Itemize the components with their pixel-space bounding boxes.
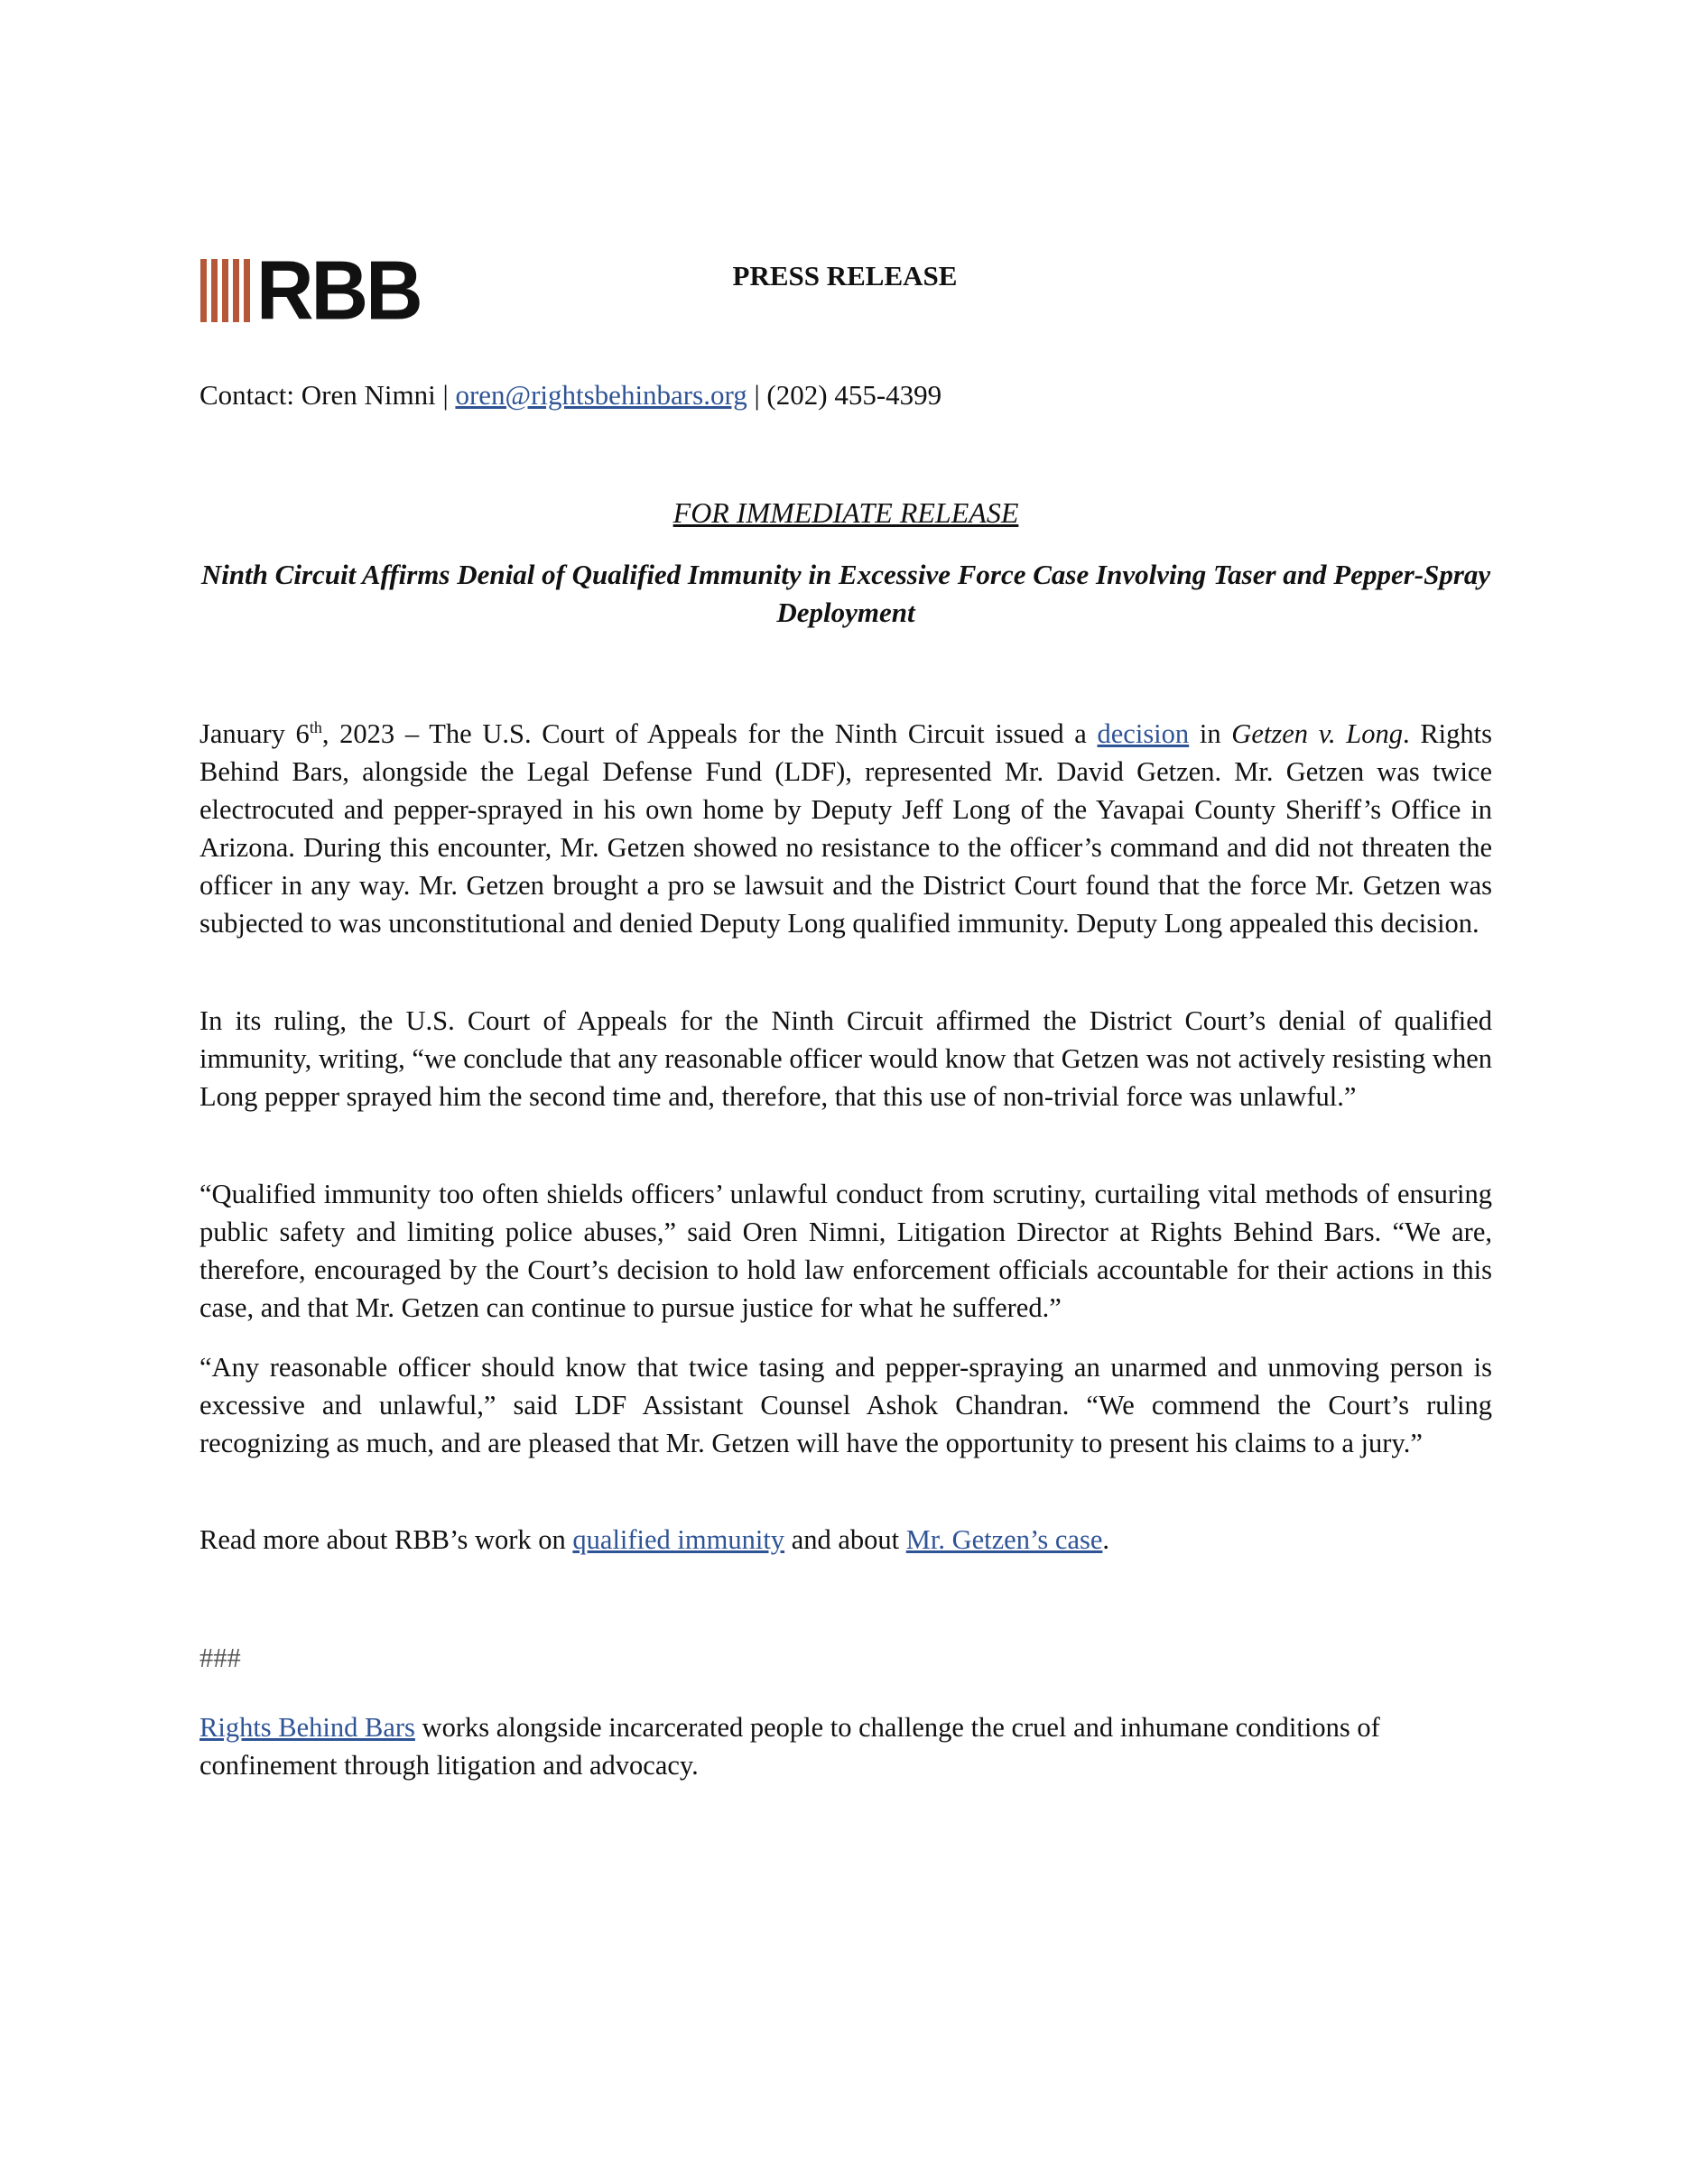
email-link[interactable]: oren@rightsbehinbars.org (455, 379, 747, 411)
headline: Ninth Circuit Affirms Denial of Qualified Immunity in Excessive Force Case Involving Taser and Pepper-Spray Deployment (200, 559, 1491, 628)
logo-bar (222, 259, 228, 322)
page-title: PRESS RELEASE (732, 260, 958, 292)
paragraph-1 (199, 715, 1492, 942)
date-suffix: th (309, 717, 322, 736)
text: Read more about RBB’s work on (199, 1524, 573, 1555)
paragraph-4: “Any reasonable officer should know that twice tasing and pepper-spraying an unarmed and unmoving person is excessive and unlawful,” said LDF Assistant Counsel Ashok Chandran. “We commend the Court’s ruling recognizing as much, and are pleased that Mr. Getzen will have the opportunity to present his claims to a jury.” (199, 1352, 1492, 1458)
logo-bar (211, 259, 218, 322)
rbb-logo (200, 243, 421, 338)
text: and about (784, 1524, 906, 1555)
logo-bar (244, 259, 250, 322)
case-link[interactable]: Mr. Getzen’s case (905, 1524, 1103, 1555)
release-label: FOR IMMEDIATE RELEASE (672, 496, 1019, 529)
logo-bar (233, 259, 239, 322)
case-name: Getzen v. Long (1231, 718, 1403, 749)
text: . Rights Behind Bars, alongside the Legal Defense Fund (LDF), represented Mr. David Getzen. Mr. Getzen was twice electrocuted and pepper-sprayed in his own home by Deputy Jeff Long of the Yavapai County Sheriff’s Office in Arizona. During this encounter, Mr. Getzen showed no resistance to the officer’s command and did not threaten the officer in any way. Mr. Getzen brought a pro se lawsuit and the District Court found that the force Mr. Getzen was subjected to was unconstitutional and denied Deputy Long qualified immunity. Deputy Long appealed this decision. (199, 718, 1492, 939)
contact-phone: | (202) 455-4399 (747, 379, 942, 411)
decision-link[interactable]: decision (1097, 718, 1190, 749)
text: works alongside incarcerated people to challenge the cruel and inhumane conditions of confinement through litigation and advocacy. (199, 1712, 1380, 1781)
date: January 6 (199, 718, 310, 749)
footer-boilerplate (199, 1708, 1492, 1784)
logo-bar (200, 259, 207, 322)
logo-text: RBB (256, 243, 421, 338)
paragraph-2: In its ruling, the U.S. Court of Appeals for the Ninth Circuit affirmed the District Court’s denial of qualified immunity, writing, “we conclude that any reasonable officer would know that Getzen was not actively resisting when Long pepper sprayed him the second time and, therefore, that this use of non-trivial force was unlawful.” (199, 1005, 1492, 1112)
end-mark: ### (199, 1643, 241, 1673)
text: in (1189, 718, 1232, 749)
paragraph-5 (199, 1521, 1492, 1559)
qualified-immunity-link[interactable]: qualified immunity (572, 1524, 785, 1555)
paragraph-3: “Qualified immunity too often shields officers’ unlawful conduct from scrutiny, curtailing vital methods of ensuring public safety and limiting police abuses,” said Oren Nimni, Litigation Director at Rights Behind Bars. “We are, therefore, encouraged by the Court’s decision to hold law enforcement officials accountable for their actions in this case, and that Mr. Getzen can continue to pursue justice for what he suffered.” (199, 1179, 1492, 1323)
contact-line (199, 379, 941, 412)
rbb-link[interactable]: Rights Behind Bars (199, 1712, 415, 1743)
text: . (1102, 1524, 1110, 1555)
contact-label: Contact: Oren Nimni | (199, 379, 456, 411)
text: , 2023 – The U.S. Court of Appeals for the Ninth Circuit issued a (321, 718, 1098, 749)
